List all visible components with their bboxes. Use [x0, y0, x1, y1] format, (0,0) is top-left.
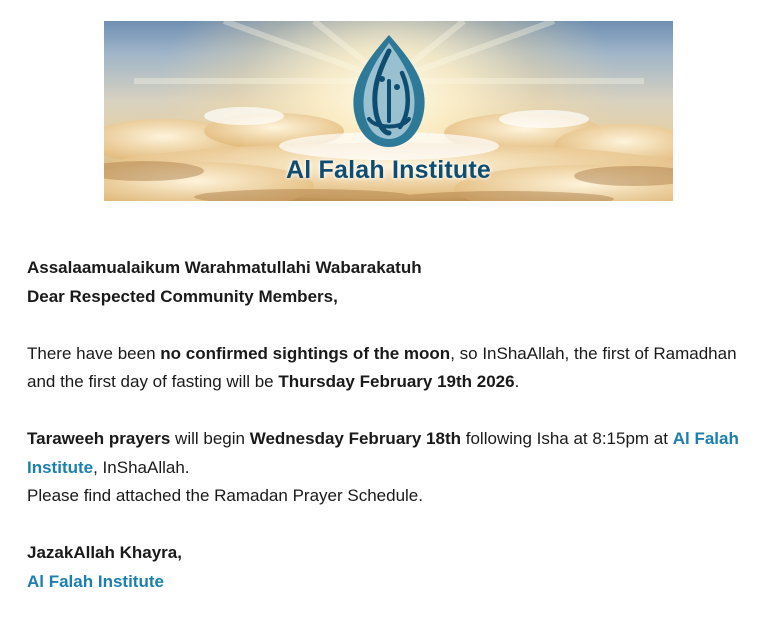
email-body: [27, 254, 747, 596]
no-sighting-emphasis: no confirmed sightings of the moon: [160, 343, 451, 363]
greeting: Assalaamualaikum Warahmatullahi Wabarakatuh: [27, 258, 422, 277]
header-banner: [104, 21, 673, 201]
paragraph-moon-sighting: There have been no confirmed sightings of the moon, so InShaAllah, the first of Ramadhan and the first day of fasting will be Thursday February 19th 2026.: [27, 343, 737, 391]
banner-org-name: Al Falah Institute: [285, 156, 491, 184]
first-fasting-date: Thursday February 19th 2026: [278, 372, 515, 391]
taraweeh-date: Wednesday February 18th: [249, 429, 462, 448]
salutation: Dear Respected Community Members,: [27, 286, 338, 306]
al-falah-calligraphy-flame-icon: [353, 35, 424, 147]
al-falah-institute-link[interactable]: Al Falah Institute: [27, 429, 739, 477]
signature: [27, 568, 747, 597]
closing: JazakAllah Khayra,: [27, 543, 182, 562]
taraweeh-label: Taraweeh prayers: [27, 429, 171, 448]
paragraph-taraweeh: Taraweeh prayers will begin Wednesday February 18th following Isha at 8:15pm at Al Falah Institute, InShaAllah.: [27, 429, 739, 477]
signature-link[interactable]: Al Falah Institute: [27, 571, 164, 591]
attachment-note: Please find attached the Ramadan Prayer Schedule.: [27, 486, 423, 505]
